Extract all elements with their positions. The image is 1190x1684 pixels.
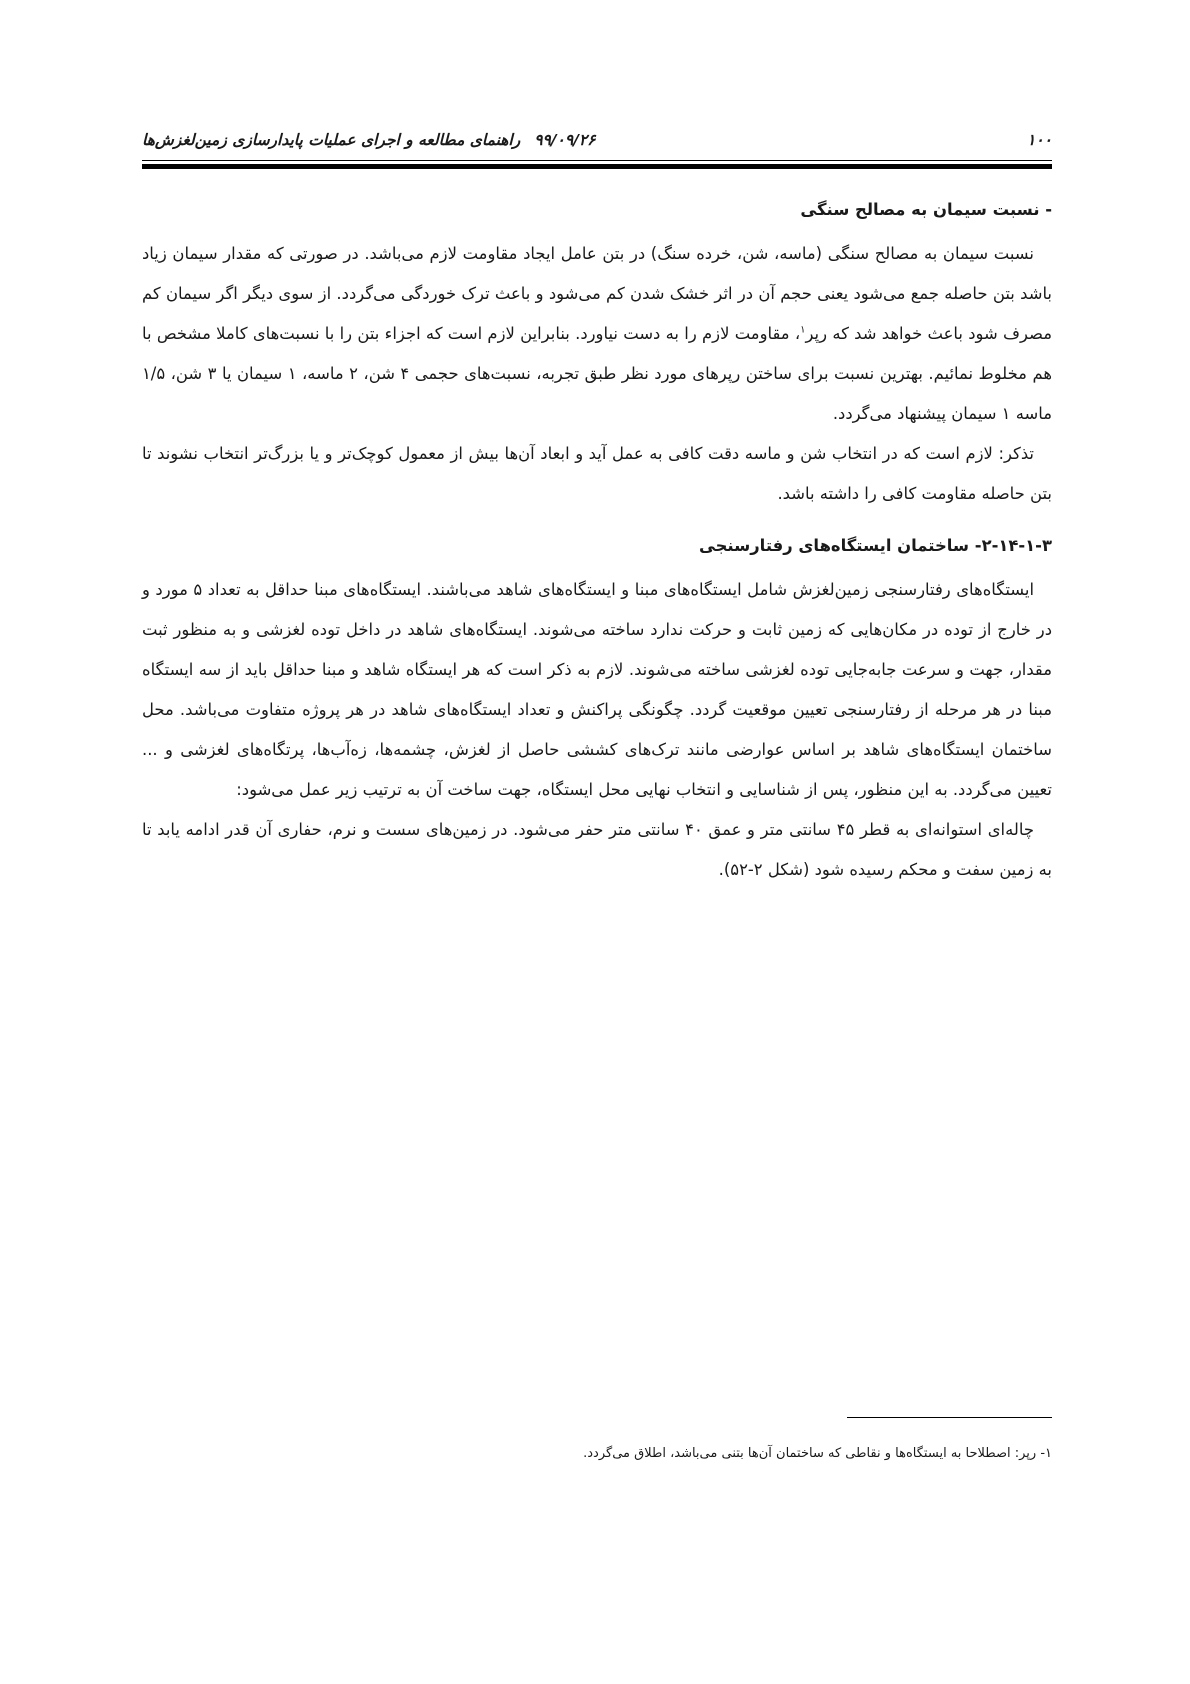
footnote-reference[interactable]: ۱: [800, 324, 806, 336]
paragraph-note: تذکر: لازم است که در انتخاب شن و ماسه دقت کافی به عمل آید و ابعاد آن‌ها بیش از معمول کوچک‌تر و یا بزرگ‌تر انتخاب نشوند تا بتن حاصله مقاومت کافی را داشته باشد.: [142, 444, 1052, 503]
paragraph-text: نسبت سیمان به مصالح سنگی (ماسه، شن، خرده سنگ) در بتن عامل ایجاد مقاومت لازم می‌باشد. در صورتی که مقدار سیمان زیاد باشد بتن حاصله جمع می‌شود یعنی حجم آن در اثر خشک شدن کم می‌شود و باعث ترک خوردگی می‌گردد. از سوی دیگر اگر سیمان کم مصرف شود باعث خواهد شد که رپر: [142, 244, 1053, 343]
section-heading-stations: ۲-۱۴-۱-۳- ساختمان ایستگاه‌های رفتارسنجی: [699, 536, 1052, 555]
footnote: ۱- رپر: اصطلاحا به ایستگاه‌ها و نقاطی که ساختمان آن‌ها بتنی می‌باشد، اطلاق می‌گردد.: [583, 1446, 1052, 1461]
body-content: [142, 190, 1052, 890]
page-number: ۱۰۰: [1027, 131, 1052, 149]
running-title: [142, 131, 596, 149]
header-rule-thick: [142, 164, 1052, 169]
paragraph-pit: چاله‌ای استوانه‌ای به قطر ۴۵ سانتی متر و عمق ۴۰ سانتی متر حفر می‌شود. در زمین‌های سست و نرم، حفاری آن قدر ادامه یابد تا به زمین سفت و محکم رسیده شود (شکل ۲-۵۲).: [142, 820, 1052, 879]
paragraph-text-continued: ، مقاومت لازم را به دست نیاورد. بنابراین لازم است که اجزاء بتن را با نسبت‌های کاملا مشخص با هم مخلوط نمائیم. بهترین نسبت برای ساختن رپرهای مورد نظر طبق تجربه، نسبت‌های حجمی ۴ شن، ۲ ماسه، ۱ سیمان یا ۳ شن، ۱/۵ ماسه ۱ سیمان پیشنهاد می‌گردد.: [142, 324, 1053, 423]
header-title-text: راهنمای مطالعه و اجرای عملیات پایدارسازی زمین‌لغزش‌ها: [142, 131, 521, 149]
header-rule-thin: [142, 160, 1052, 161]
footnote-separator: [847, 1417, 1052, 1418]
page-header: [142, 127, 1052, 157]
header-date: ۹۹/۰۹/۲۶: [534, 131, 596, 149]
paragraph-cement-ratio: [142, 234, 1052, 434]
section-heading-cement-ratio: - نسبت سیمان به مصالح سنگی: [800, 200, 1052, 219]
paragraph-stations: ایستگاه‌های رفتارسنجی زمین‌لغزش شامل ایستگاه‌های مبنا و ایستگاه‌های شاهد می‌باشند. ایستگاه‌های مبنا حداقل به تعداد ۵ مورد و در خارج از توده در مکان‌هایی که زمین ثابت و حرکت ندارد ساخته می‌شوند. ایستگاه‌های شاهد در داخل توده لغزشی و به منظور ثبت مقدار، جهت و سرعت جابه‌جایی توده لغزشی ساخته می‌شوند. لازم به ذکر است که هر ایستگاه شاهد و مبنا حداقل باید از سه ایستگاه مبنا در هر مرحله از رفتارسنجی تعیین موقعیت گردد. چگونگی پراکنش و تعداد ایستگاه‌های شاهد در هر پروژه متفاوت می‌باشد. محل ساختمان ایستگاه‌های شاهد بر اساس عوارضی مانند ترک‌های کششی حاصل از لغزش، چشمه‌ها، زه‌آب‌ها، پرتگاه‌های لغزشی و ... تعیین می‌گردد. به این منظور، پس از شناسایی و انتخاب نهایی محل ایستگاه، جهت ساخت آن به ترتیب زیر عمل می‌شود:: [142, 580, 1052, 799]
